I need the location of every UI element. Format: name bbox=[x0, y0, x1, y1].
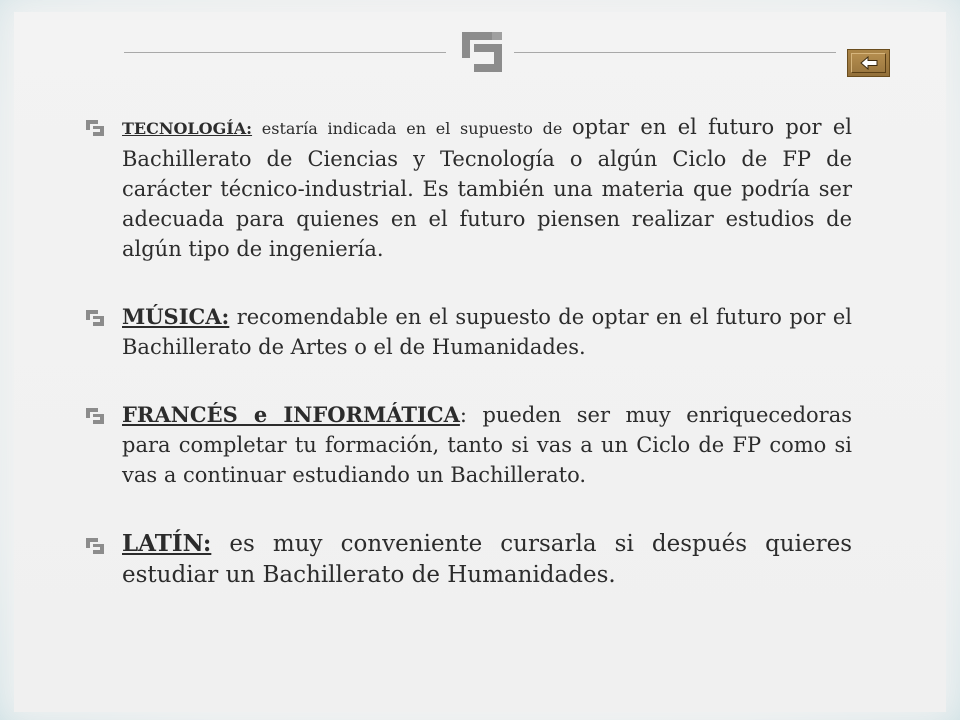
item-body: : pueden ser muy enriquecedoras para completar tu formación, tanto si vas a un Ciclo de FP como si vas a continuar estudiando un Bachillerato. bbox=[122, 403, 852, 487]
bullet-icon bbox=[84, 116, 108, 138]
quote-ornament-icon bbox=[452, 22, 512, 82]
item-text bbox=[122, 112, 852, 264]
item-intro: estaría indicada en el supuesto de bbox=[252, 119, 573, 138]
list-item-latin bbox=[84, 528, 852, 591]
item-body: optar en el futuro por el Bachillerato de Ciencias y Tecnología o algún Ciclo de FP de carácter técnico-industrial. Es también una materia que podría ser adecuada para quienes en el futuro piensen realizar estudios de algún tipo de ingeniería. bbox=[122, 115, 852, 261]
bullet-icon bbox=[84, 534, 108, 556]
bullet-icon bbox=[84, 306, 108, 328]
header-rule-left bbox=[124, 52, 446, 53]
item-body: recomendable en el supuesto de optar en el futuro por el Bachillerato de Artes o el de Humanidades. bbox=[122, 305, 852, 359]
item-heading: TECNOLOGÍA: bbox=[122, 119, 253, 138]
back-button[interactable] bbox=[847, 49, 890, 77]
header-rule-right bbox=[514, 52, 836, 53]
item-text bbox=[122, 302, 852, 362]
item-heading: LATÍN: bbox=[122, 530, 212, 557]
back-button-face bbox=[851, 53, 886, 73]
item-text bbox=[122, 528, 852, 591]
list-item-musica bbox=[84, 302, 852, 362]
item-text bbox=[122, 400, 852, 490]
list-item-tecnologia bbox=[84, 112, 852, 264]
bullet-icon bbox=[84, 404, 108, 426]
list-item-frances-informatica bbox=[84, 400, 852, 490]
arrow-left-icon bbox=[860, 56, 878, 70]
bullet-list bbox=[84, 112, 852, 629]
item-heading: FRANCÉS e INFORMÁTICA bbox=[122, 402, 460, 427]
item-body: es muy conveniente cursarla si después quieres estudiar un Bachillerato de Humanidades. bbox=[122, 531, 852, 588]
item-heading: MÚSICA: bbox=[122, 304, 230, 329]
